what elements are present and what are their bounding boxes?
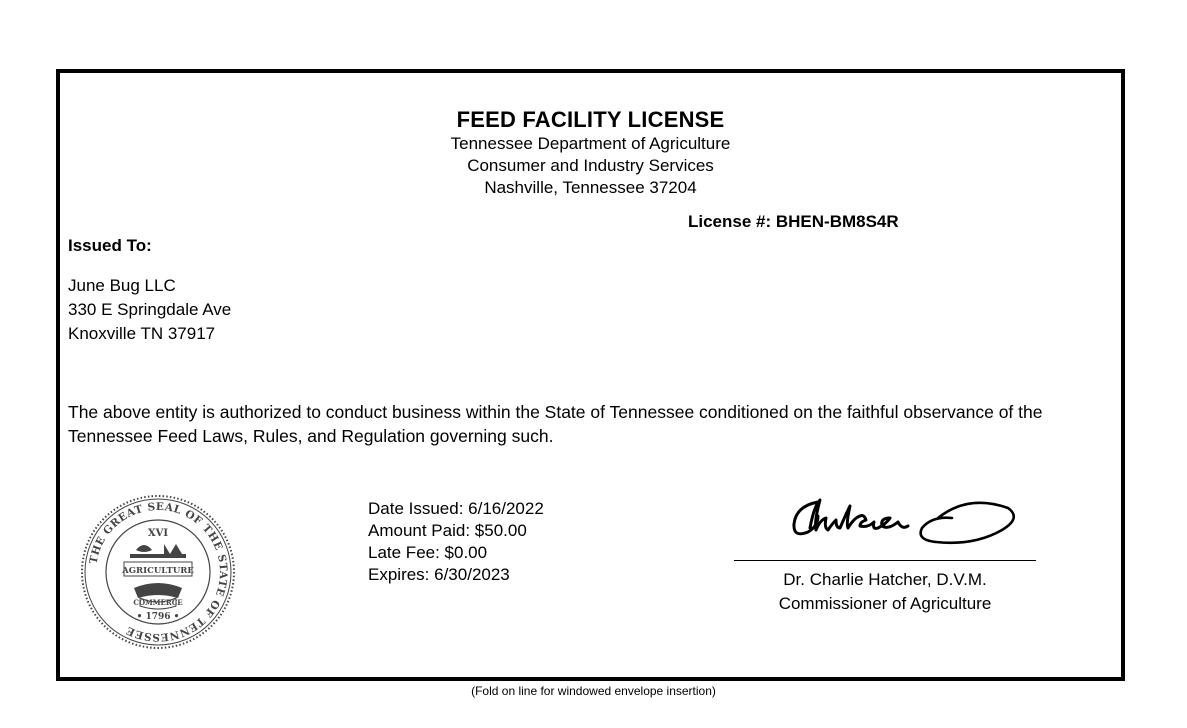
seal-year: • 1796 • [136,612,180,622]
licensee-name: June Bug LLC [68,276,176,295]
license-number: License #: BHEN-BM8S4R [688,212,899,231]
signatory-block [734,568,1036,616]
agency-city: Nashville, Tennessee 37204 [484,178,697,197]
signatory-name: Dr. Charlie Hatcher, D.V.M. [783,570,987,589]
division-name: Consumer and Industry Services [467,156,714,175]
licensee-address [68,274,231,346]
signature-line [734,560,1036,561]
license-border [56,69,1125,681]
license-title: FEED FACILITY LICENSE [456,107,725,132]
amount-paid: Amount Paid: $50.00 [368,521,527,540]
issued-to-label: Issued To: [68,236,152,255]
svg-text:THE GREAT SEAL OF THE STATE OF: THE GREAT SEAL OF THE STATE OF TENNESSEE [87,500,230,644]
authorization-text: The above entity is authorized to conduct business within the State of Tennessee conditioned on the faithful observance of the Tennessee Feed Laws, Rules, and Regulation governing such. [68,402,1043,446]
commissioner-signature [770,488,1020,556]
seal-commerce: COMMERCE [133,598,183,607]
late-fee: Late Fee: $0.00 [368,543,488,562]
signatory-title: Commissioner of Agriculture [778,594,992,613]
licensee-city: Knoxville TN 37917 [68,324,216,343]
seal-agriculture: AGRICULTURE [122,566,194,576]
license-details [368,498,544,586]
expiration-date: Expires: 6/30/2023 [368,565,510,584]
seal-numeral: XVI [147,528,169,539]
licensee-street: 330 E Springdale Ave [68,300,232,319]
agency-name: Tennessee Department of Agriculture [450,134,731,153]
license-header [60,107,1121,199]
fold-instruction: (Fold on line for windowed envelope insertion) [471,684,716,698]
state-seal-icon [78,492,238,652]
date-issued: Date Issued: 6/16/2022 [368,499,544,518]
